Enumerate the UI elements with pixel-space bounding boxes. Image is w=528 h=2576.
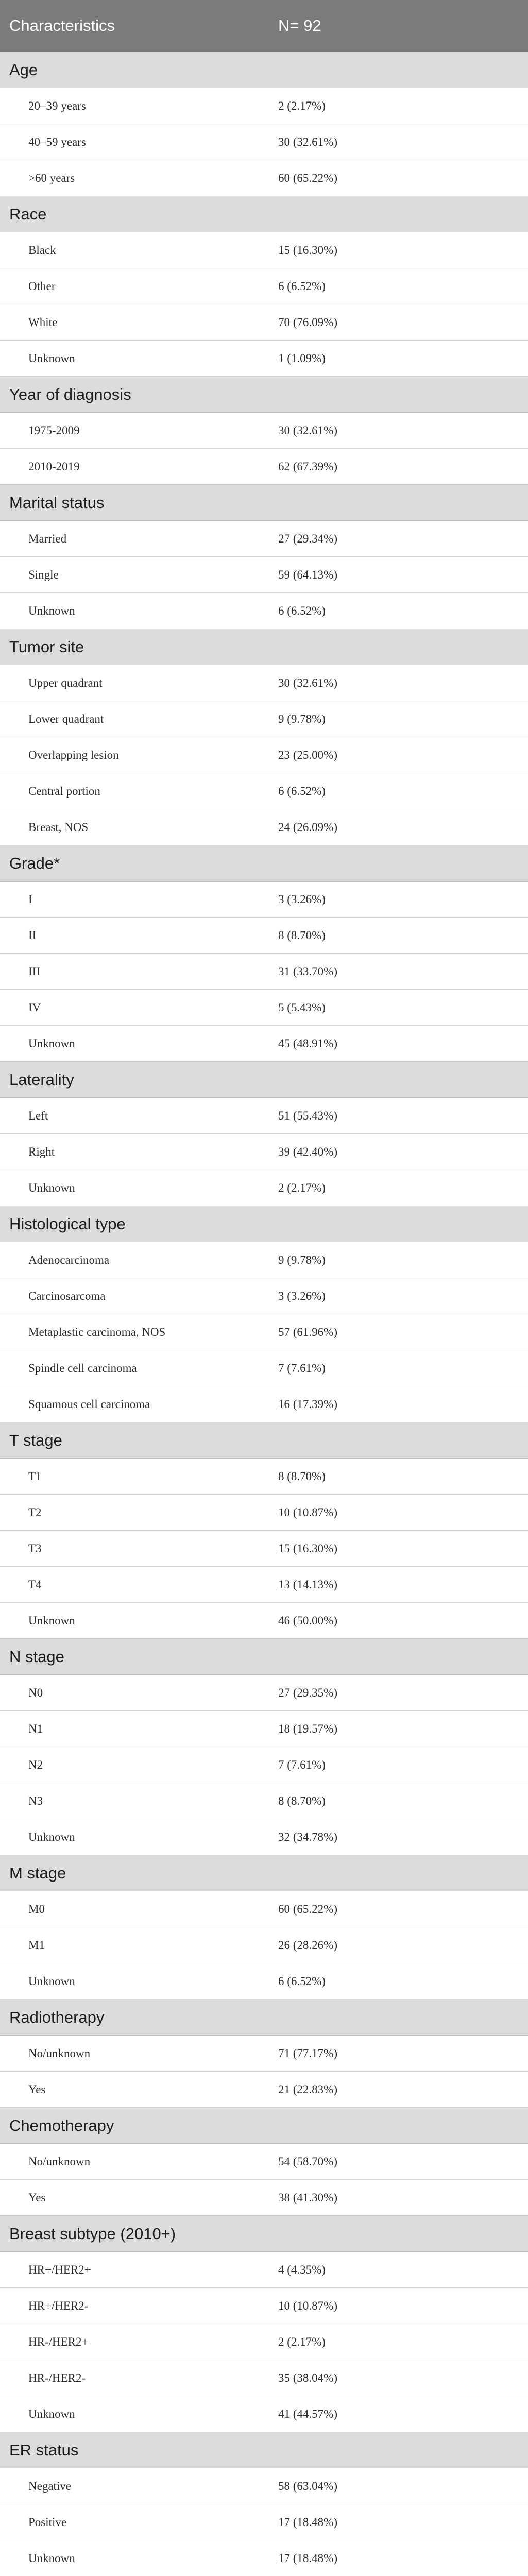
row-value: 2 (2.17%) — [265, 1170, 528, 1206]
section-title: Tumor site — [0, 629, 528, 665]
row-label: Carcinosarcoma — [0, 1278, 265, 1314]
row-label: Metaplastic carcinoma, NOS — [0, 1314, 265, 1350]
table-row — [0, 88, 528, 124]
row-label: T1 — [0, 1459, 265, 1495]
header-count: N= 92 — [265, 0, 528, 52]
table-row — [0, 1891, 528, 1927]
row-value: 8 (8.70%) — [265, 1783, 528, 1819]
row-value: 16 (17.39%) — [265, 1386, 528, 1422]
section-title: Race — [0, 196, 528, 232]
row-label: White — [0, 304, 265, 341]
table-row — [0, 2504, 528, 2540]
row-label: Unknown — [0, 2540, 265, 2576]
row-value: 51 (55.43%) — [265, 1098, 528, 1134]
table-row — [0, 593, 528, 629]
row-value: 1 (1.09%) — [265, 341, 528, 377]
row-value: 30 (32.61%) — [265, 413, 528, 449]
row-label: No/unknown — [0, 2036, 265, 2072]
row-label: Left — [0, 1098, 265, 1134]
row-value: 6 (6.52%) — [265, 268, 528, 304]
row-value: 17 (18.48%) — [265, 2504, 528, 2540]
section-title: Chemotherapy — [0, 2108, 528, 2144]
section-title: Marital status — [0, 485, 528, 521]
row-label: Squamous cell carcinoma — [0, 1386, 265, 1422]
table-row — [0, 1711, 528, 1747]
row-label: 2010-2019 — [0, 449, 265, 485]
row-label: M1 — [0, 1927, 265, 1963]
row-value: 7 (7.61%) — [265, 1747, 528, 1783]
row-value: 27 (29.35%) — [265, 1675, 528, 1711]
row-label: Negative — [0, 2468, 265, 2504]
table-row — [0, 2036, 528, 2072]
section-title: Laterality — [0, 1062, 528, 1098]
table-row — [0, 268, 528, 304]
section-header-row — [0, 1999, 528, 2036]
row-label: T2 — [0, 1495, 265, 1531]
row-value: 7 (7.61%) — [265, 1350, 528, 1386]
row-value: 3 (3.26%) — [265, 1278, 528, 1314]
row-label: Overlapping lesion — [0, 737, 265, 773]
table-row — [0, 2396, 528, 2432]
section-title: N stage — [0, 1639, 528, 1675]
row-value: 13 (14.13%) — [265, 1567, 528, 1603]
row-value: 30 (32.61%) — [265, 124, 528, 160]
table-row — [0, 2180, 528, 2216]
table-row — [0, 882, 528, 918]
row-label: N0 — [0, 1675, 265, 1711]
section-header-row — [0, 485, 528, 521]
table-row — [0, 521, 528, 557]
table-row — [0, 341, 528, 377]
row-label: Unknown — [0, 1603, 265, 1639]
table-row — [0, 1783, 528, 1819]
header-characteristics: Characteristics — [0, 0, 265, 52]
row-value: 5 (5.43%) — [265, 990, 528, 1026]
table-row — [0, 2540, 528, 2576]
row-value: 24 (26.09%) — [265, 809, 528, 845]
table-row — [0, 1747, 528, 1783]
row-value: 60 (65.22%) — [265, 1891, 528, 1927]
row-value: 8 (8.70%) — [265, 918, 528, 954]
section-header-row — [0, 377, 528, 413]
table-row — [0, 773, 528, 809]
table-row — [0, 2288, 528, 2324]
row-label: Other — [0, 268, 265, 304]
row-value: 17 (18.48%) — [265, 2540, 528, 2576]
section-header-row — [0, 2216, 528, 2252]
row-value: 15 (16.30%) — [265, 1531, 528, 1567]
section-title: Grade* — [0, 845, 528, 882]
table-row — [0, 990, 528, 1026]
row-label: 1975-2009 — [0, 413, 265, 449]
row-value: 18 (19.57%) — [265, 1711, 528, 1747]
section-header-row — [0, 196, 528, 232]
row-value: 27 (29.34%) — [265, 521, 528, 557]
row-value: 39 (42.40%) — [265, 1134, 528, 1170]
table-row — [0, 1567, 528, 1603]
row-label: N2 — [0, 1747, 265, 1783]
table-row — [0, 1278, 528, 1314]
row-label: HR-/HER2- — [0, 2360, 265, 2396]
row-label: Upper quadrant — [0, 665, 265, 701]
table-row — [0, 1963, 528, 1999]
section-header-row — [0, 2432, 528, 2468]
row-label: M0 — [0, 1891, 265, 1927]
row-value: 30 (32.61%) — [265, 665, 528, 701]
row-value: 9 (9.78%) — [265, 701, 528, 737]
table-row — [0, 2324, 528, 2360]
row-label: N3 — [0, 1783, 265, 1819]
table-row — [0, 1026, 528, 1062]
row-label: Unknown — [0, 1170, 265, 1206]
table-row — [0, 1314, 528, 1350]
row-value: 41 (44.57%) — [265, 2396, 528, 2432]
row-value: 15 (16.30%) — [265, 232, 528, 268]
section-header-row — [0, 52, 528, 88]
row-label: Positive — [0, 2504, 265, 2540]
row-label: N1 — [0, 1711, 265, 1747]
table-row — [0, 1495, 528, 1531]
section-title: Histological type — [0, 1206, 528, 1242]
table-row — [0, 737, 528, 773]
table-body — [0, 52, 528, 2576]
section-header-row — [0, 845, 528, 882]
section-title: T stage — [0, 1422, 528, 1459]
row-value: 38 (41.30%) — [265, 2180, 528, 2216]
row-value: 62 (67.39%) — [265, 449, 528, 485]
table-row — [0, 124, 528, 160]
row-label: Black — [0, 232, 265, 268]
row-label: HR+/HER2- — [0, 2288, 265, 2324]
row-value: 45 (48.91%) — [265, 1026, 528, 1062]
row-label: Yes — [0, 2180, 265, 2216]
row-value: 26 (28.26%) — [265, 1927, 528, 1963]
table-row — [0, 2072, 528, 2108]
row-value: 10 (10.87%) — [265, 1495, 528, 1531]
table-row — [0, 1350, 528, 1386]
row-value: 70 (76.09%) — [265, 304, 528, 341]
row-label: Unknown — [0, 2396, 265, 2432]
table-row — [0, 809, 528, 845]
row-value: 2 (2.17%) — [265, 88, 528, 124]
row-value: 54 (58.70%) — [265, 2144, 528, 2180]
row-label: Unknown — [0, 341, 265, 377]
row-label: Lower quadrant — [0, 701, 265, 737]
row-value: 3 (3.26%) — [265, 882, 528, 918]
row-value: 58 (63.04%) — [265, 2468, 528, 2504]
row-value: 8 (8.70%) — [265, 1459, 528, 1495]
table-row — [0, 449, 528, 485]
table-row — [0, 665, 528, 701]
table-row — [0, 1170, 528, 1206]
table-row — [0, 1531, 528, 1567]
section-title: Age — [0, 52, 528, 88]
section-header-row — [0, 1062, 528, 1098]
row-label: >60 years — [0, 160, 265, 196]
row-label: 40–59 years — [0, 124, 265, 160]
table-row — [0, 2468, 528, 2504]
section-header-row — [0, 1206, 528, 1242]
row-label: Unknown — [0, 1963, 265, 1999]
row-value: 6 (6.52%) — [265, 1963, 528, 1999]
row-value: 6 (6.52%) — [265, 773, 528, 809]
section-header-row — [0, 1855, 528, 1891]
section-title: M stage — [0, 1855, 528, 1891]
table-row — [0, 2252, 528, 2288]
table-row — [0, 918, 528, 954]
table-row — [0, 557, 528, 593]
row-label: Unknown — [0, 1026, 265, 1062]
table-row — [0, 1927, 528, 1963]
table-row — [0, 1603, 528, 1639]
table-row — [0, 1459, 528, 1495]
row-value: 10 (10.87%) — [265, 2288, 528, 2324]
table-row — [0, 2144, 528, 2180]
section-title: Breast subtype (2010+) — [0, 2216, 528, 2252]
row-label: III — [0, 954, 265, 990]
row-value: 57 (61.96%) — [265, 1314, 528, 1350]
section-header-row — [0, 1422, 528, 1459]
row-value: 71 (77.17%) — [265, 2036, 528, 2072]
row-label: HR+/HER2+ — [0, 2252, 265, 2288]
section-title: Year of diagnosis — [0, 377, 528, 413]
section-title: ER status — [0, 2432, 528, 2468]
table-row — [0, 701, 528, 737]
section-title: Radiotherapy — [0, 1999, 528, 2036]
table-row — [0, 160, 528, 196]
table-row — [0, 1819, 528, 1855]
row-value: 46 (50.00%) — [265, 1603, 528, 1639]
row-value: 4 (4.35%) — [265, 2252, 528, 2288]
table-row — [0, 232, 528, 268]
row-label: IV — [0, 990, 265, 1026]
row-value: 32 (34.78%) — [265, 1819, 528, 1855]
row-value: 59 (64.13%) — [265, 557, 528, 593]
row-label: Adenocarcinoma — [0, 1242, 265, 1278]
row-label: Single — [0, 557, 265, 593]
row-label: Breast, NOS — [0, 809, 265, 845]
table-row — [0, 1242, 528, 1278]
table-row — [0, 1134, 528, 1170]
table-row — [0, 2360, 528, 2396]
row-label: Married — [0, 521, 265, 557]
section-header-row — [0, 1639, 528, 1675]
table-row — [0, 1675, 528, 1711]
row-label: I — [0, 882, 265, 918]
row-label: II — [0, 918, 265, 954]
row-label: Yes — [0, 2072, 265, 2108]
row-value: 35 (38.04%) — [265, 2360, 528, 2396]
row-label: Spindle cell carcinoma — [0, 1350, 265, 1386]
header-row — [0, 0, 528, 52]
row-value: 6 (6.52%) — [265, 593, 528, 629]
section-header-row — [0, 2108, 528, 2144]
table-row — [0, 413, 528, 449]
row-value: 23 (25.00%) — [265, 737, 528, 773]
table-header — [0, 0, 528, 52]
row-label: Right — [0, 1134, 265, 1170]
row-label: 20–39 years — [0, 88, 265, 124]
row-value: 9 (9.78%) — [265, 1242, 528, 1278]
row-label: Unknown — [0, 593, 265, 629]
row-label: HR-/HER2+ — [0, 2324, 265, 2360]
row-value: 60 (65.22%) — [265, 160, 528, 196]
row-value: 31 (33.70%) — [265, 954, 528, 990]
table-row — [0, 304, 528, 341]
table-row — [0, 1098, 528, 1134]
table-row — [0, 1386, 528, 1422]
row-label: Central portion — [0, 773, 265, 809]
row-label: Unknown — [0, 1819, 265, 1855]
row-label: T4 — [0, 1567, 265, 1603]
row-label: T3 — [0, 1531, 265, 1567]
section-header-row — [0, 629, 528, 665]
row-label: No/unknown — [0, 2144, 265, 2180]
row-value: 21 (22.83%) — [265, 2072, 528, 2108]
table-row — [0, 954, 528, 990]
row-value: 2 (2.17%) — [265, 2324, 528, 2360]
